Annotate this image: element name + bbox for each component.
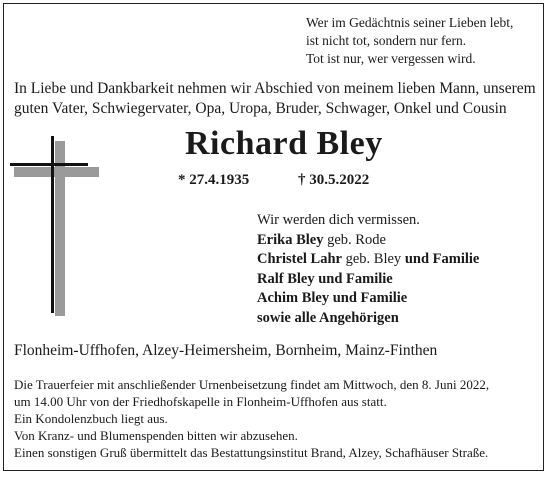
funeral-notice [14,376,489,461]
mourner-line: Ralf Bley und Familie [257,270,393,287]
mourner-line: Erika Bley geb. Rode [257,231,386,248]
mourner-line: Christel Lahr geb. Bley und Familie [257,251,480,267]
mourner-line: Achim Bley und Familie [257,290,408,306]
notice-line: um 14.00 Uhr von der Friedhofskapelle in Flonheim-Uffhofen aus statt. [14,394,387,409]
notice-line: Von Kranz- und Blumenspenden bitten wir abzusehen. [14,428,298,443]
birth-date: * 27.4.1935 [178,172,250,188]
notice-line: Ein Kondolenzbuch liegt aus. [14,411,168,426]
farewell-intro [14,79,536,119]
notice-line: Einen sonstigen Gruß übermittelt das Bestattungsinstitut Brand, Alzey, Schafhäuser Straße. [14,445,489,460]
intro-line: In Liebe und Dankbarkeit nehmen wir Abschied von meinem lieben Mann, unserem [14,80,536,97]
motto-line: Wer im Gedächtnis seiner Lieben lebt, [306,15,514,30]
places-line: Flonheim-Uffhofen, Alzey-Heimersheim, Bornheim, Mainz-Finthen [14,342,438,359]
motto-line: ist nicht tot, sondern nur fern. [306,33,467,48]
intro-line: guten Vater, Schwiegervater, Opa, Uropa, Bruder, Schwager, Onkel und Cousin [14,100,507,117]
deceased-name: Richard Bley [185,125,383,162]
motto-line: Tot ist nur, wer vergessen wird. [306,51,476,66]
mourners-list [257,211,479,328]
motto-verse [306,14,513,68]
mourners-intro: Wir werden dich vermissen. [257,212,420,228]
mourner-line: sowie alle Angehörigen [257,309,399,326]
death-date: † 30.5.2022 [298,172,370,188]
notice-line: Die Trauerfeier mit anschließender Urnenbeisetzung findet am Mittwoch, den 8. Juni 2022, [14,377,490,392]
